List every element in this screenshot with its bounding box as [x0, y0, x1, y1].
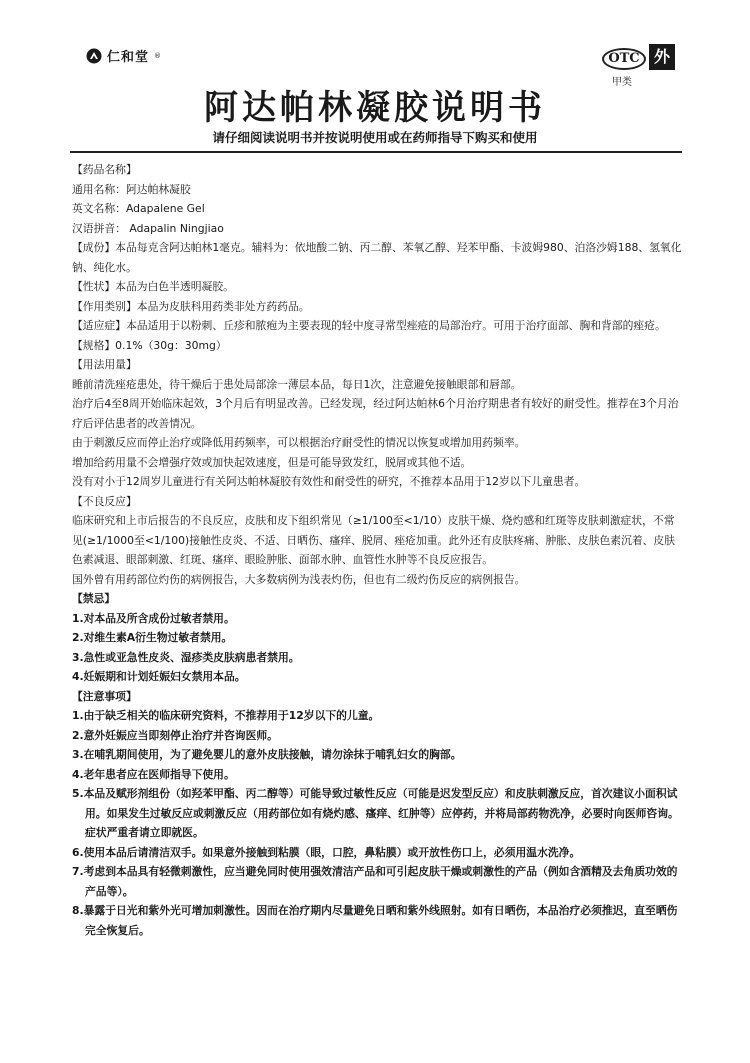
otc-badge: OTC	[602, 48, 646, 70]
dosage-header: 【用法用量】	[72, 358, 137, 371]
dosage-line: 治疗后4至8周开始临床起效，3个月后有明显改善。已经发现，经过阿达帕林6个月治疗期患者有较好的耐受性。推荐在3个月治疗后评估患者的改善情况。	[72, 397, 679, 430]
precaution-item: 4.老年患者应在医师指导下使用。	[72, 767, 235, 781]
external-use-badge: 外	[649, 44, 675, 70]
pinyin-name: 汉语拼音： Adapalin Ningjiao	[72, 221, 224, 235]
contraindication-item: 2.对维生素A衍生物过敏者禁用。	[72, 631, 233, 644]
precaution-item: 2.意外妊娠应当即刻停止治疗并咨询医师。	[72, 728, 278, 742]
document-subtitle: 请仔细阅读说明书并按说明使用或在药师指导下购买和使用	[212, 130, 538, 145]
appearance-section: 【性状】本品为白色半透明凝胶。	[72, 280, 234, 293]
specification-section: 【规格】0.1%（30g：30mg）	[72, 338, 227, 352]
adverse-header: 【不良反应】	[72, 494, 137, 508]
adverse-line: 国外曾有用药部位灼伤的病例报告，大多数病例为浅表灼伤，但也有二级灼伤反应的病例报告。	[72, 572, 526, 586]
english-name: 英文名称：Adapalene Gel	[72, 202, 205, 215]
title-divider	[70, 151, 682, 153]
dosage-line: 增加给药用量不会增强疗效或加快起效速度，但是可能导致发红，脱屑或其他不适。	[72, 455, 472, 469]
indication-section: 【适应症】本品适用于以粉刺、丘疹和脓疱为主要表现的轻中度寻常型痤疮的局部治疗。可用于治疗面部、胸和背部的痤疮。	[72, 319, 666, 332]
dosage-line: 睡前清洗痤疮患处，待干燥后于患处局部涂一薄层本品，每日1次，注意避免接触眼部和唇部。	[72, 377, 522, 391]
adverse-line: 临床研究和上市后报告的不良反应，皮肤和皮下组织常见（≥1/100至<1/10）皮肤干燥、烧灼感和红斑等皮肤刺激症状，不常见(≥1/1000至<1/100)接触性皮炎、不适、日晒伤、瘙痒、脱屑、痤疮加重。此外还有皮肤疼痛、肿胀、皮肤色素沉着、皮肤色素减退、眼部刺激、红斑、瘙痒、眼睑肿胀、面部水肿、血管性水肿等不良反应报告。	[72, 514, 676, 566]
dosage-line: 由于刺激反应而停止治疗或降低用药频率，可以根据治疗耐受性的情况以恢复或增加用药频率。	[72, 436, 526, 449]
contraindication-item: 4.妊娠期和计划妊娠妇女禁用本品。	[72, 670, 246, 683]
dosage-line: 没有对小于12周岁儿童进行有关阿达帕林凝胶有效性和耐受性的研究，不推荐本品用于12岁以下儿童患者。	[72, 475, 586, 488]
brand-logo	[86, 46, 161, 65]
brand-emblem-icon	[86, 48, 102, 64]
precaution-item: 6.使用本品后请清洁双手。如果意外接触到粘膜（眼，口腔，鼻粘膜）或开放性伤口上，必须用温水洗净。	[72, 845, 581, 859]
contraindications-header: 【禁忌】	[72, 592, 116, 605]
brand-trademark: ®	[154, 51, 162, 60]
generic-name: 通用名称：阿达帕林凝胶	[72, 182, 191, 196]
contraindication-item: 3.急性或亚急性皮炎、湿疹类皮肤病患者禁用。	[72, 650, 300, 664]
document-title: 阿达帕林凝胶说明书	[204, 88, 546, 128]
drug-name-header: 【药品名称】	[72, 163, 137, 176]
contraindication-item: 1.对本品及所含成份过敏者禁用。	[72, 611, 235, 625]
insert-body	[72, 160, 684, 940]
precaution-item: 5.本品及赋形剂组份（如羟苯甲酯、丙二醇等）可能导致过敏性反应（可能是迟发型反应）和皮肤刺激反应，首次建议小面积试用。如果发生过敏反应或刺激反应（用药部位如有烧灼感、瘙痒、红肿等）应停药，并将局部药物洗净，必要时向医师咨询。症状严重者请立即就医。	[72, 787, 679, 839]
precaution-item: 1.由于缺乏相关的临床研究资料，不推荐用于12岁以下的儿童。	[72, 709, 380, 722]
brand-name: 仁和堂	[107, 50, 150, 65]
precaution-item: 7.考虑到本品具有轻微刺激性，应当避免同时使用强效清洁产品和可引起皮肤干燥或刺激性的产品（例如含酒精及去角质功效的产品等）。	[72, 865, 678, 898]
category-section: 【作用类别】本品为皮肤科用药类非处方药药品。	[72, 299, 310, 313]
otc-category: 甲类	[612, 77, 632, 88]
composition-section: 【成份】本品每克含阿达帕林1毫克。辅料为：依地酸二钠、丙二醇、苯氧乙醇、羟苯甲酯、卡波姆980、泊洛沙姆188、氢氧化钠、纯化水。	[72, 241, 682, 274]
precaution-item: 3.在哺乳期间使用，为了避免婴儿的意外皮肤接触，请勿涂抹于哺乳妇女的胸部。	[72, 748, 462, 761]
precautions-header: 【注意事项】	[72, 689, 137, 703]
precaution-item: 8.暴露于日光和紫外光可增加刺激性。因而在治疗期内尽量避免日晒和紫外线照射。如有日晒伤，本品治疗必须推迟，直至晒伤完全恢复后。	[72, 904, 678, 937]
